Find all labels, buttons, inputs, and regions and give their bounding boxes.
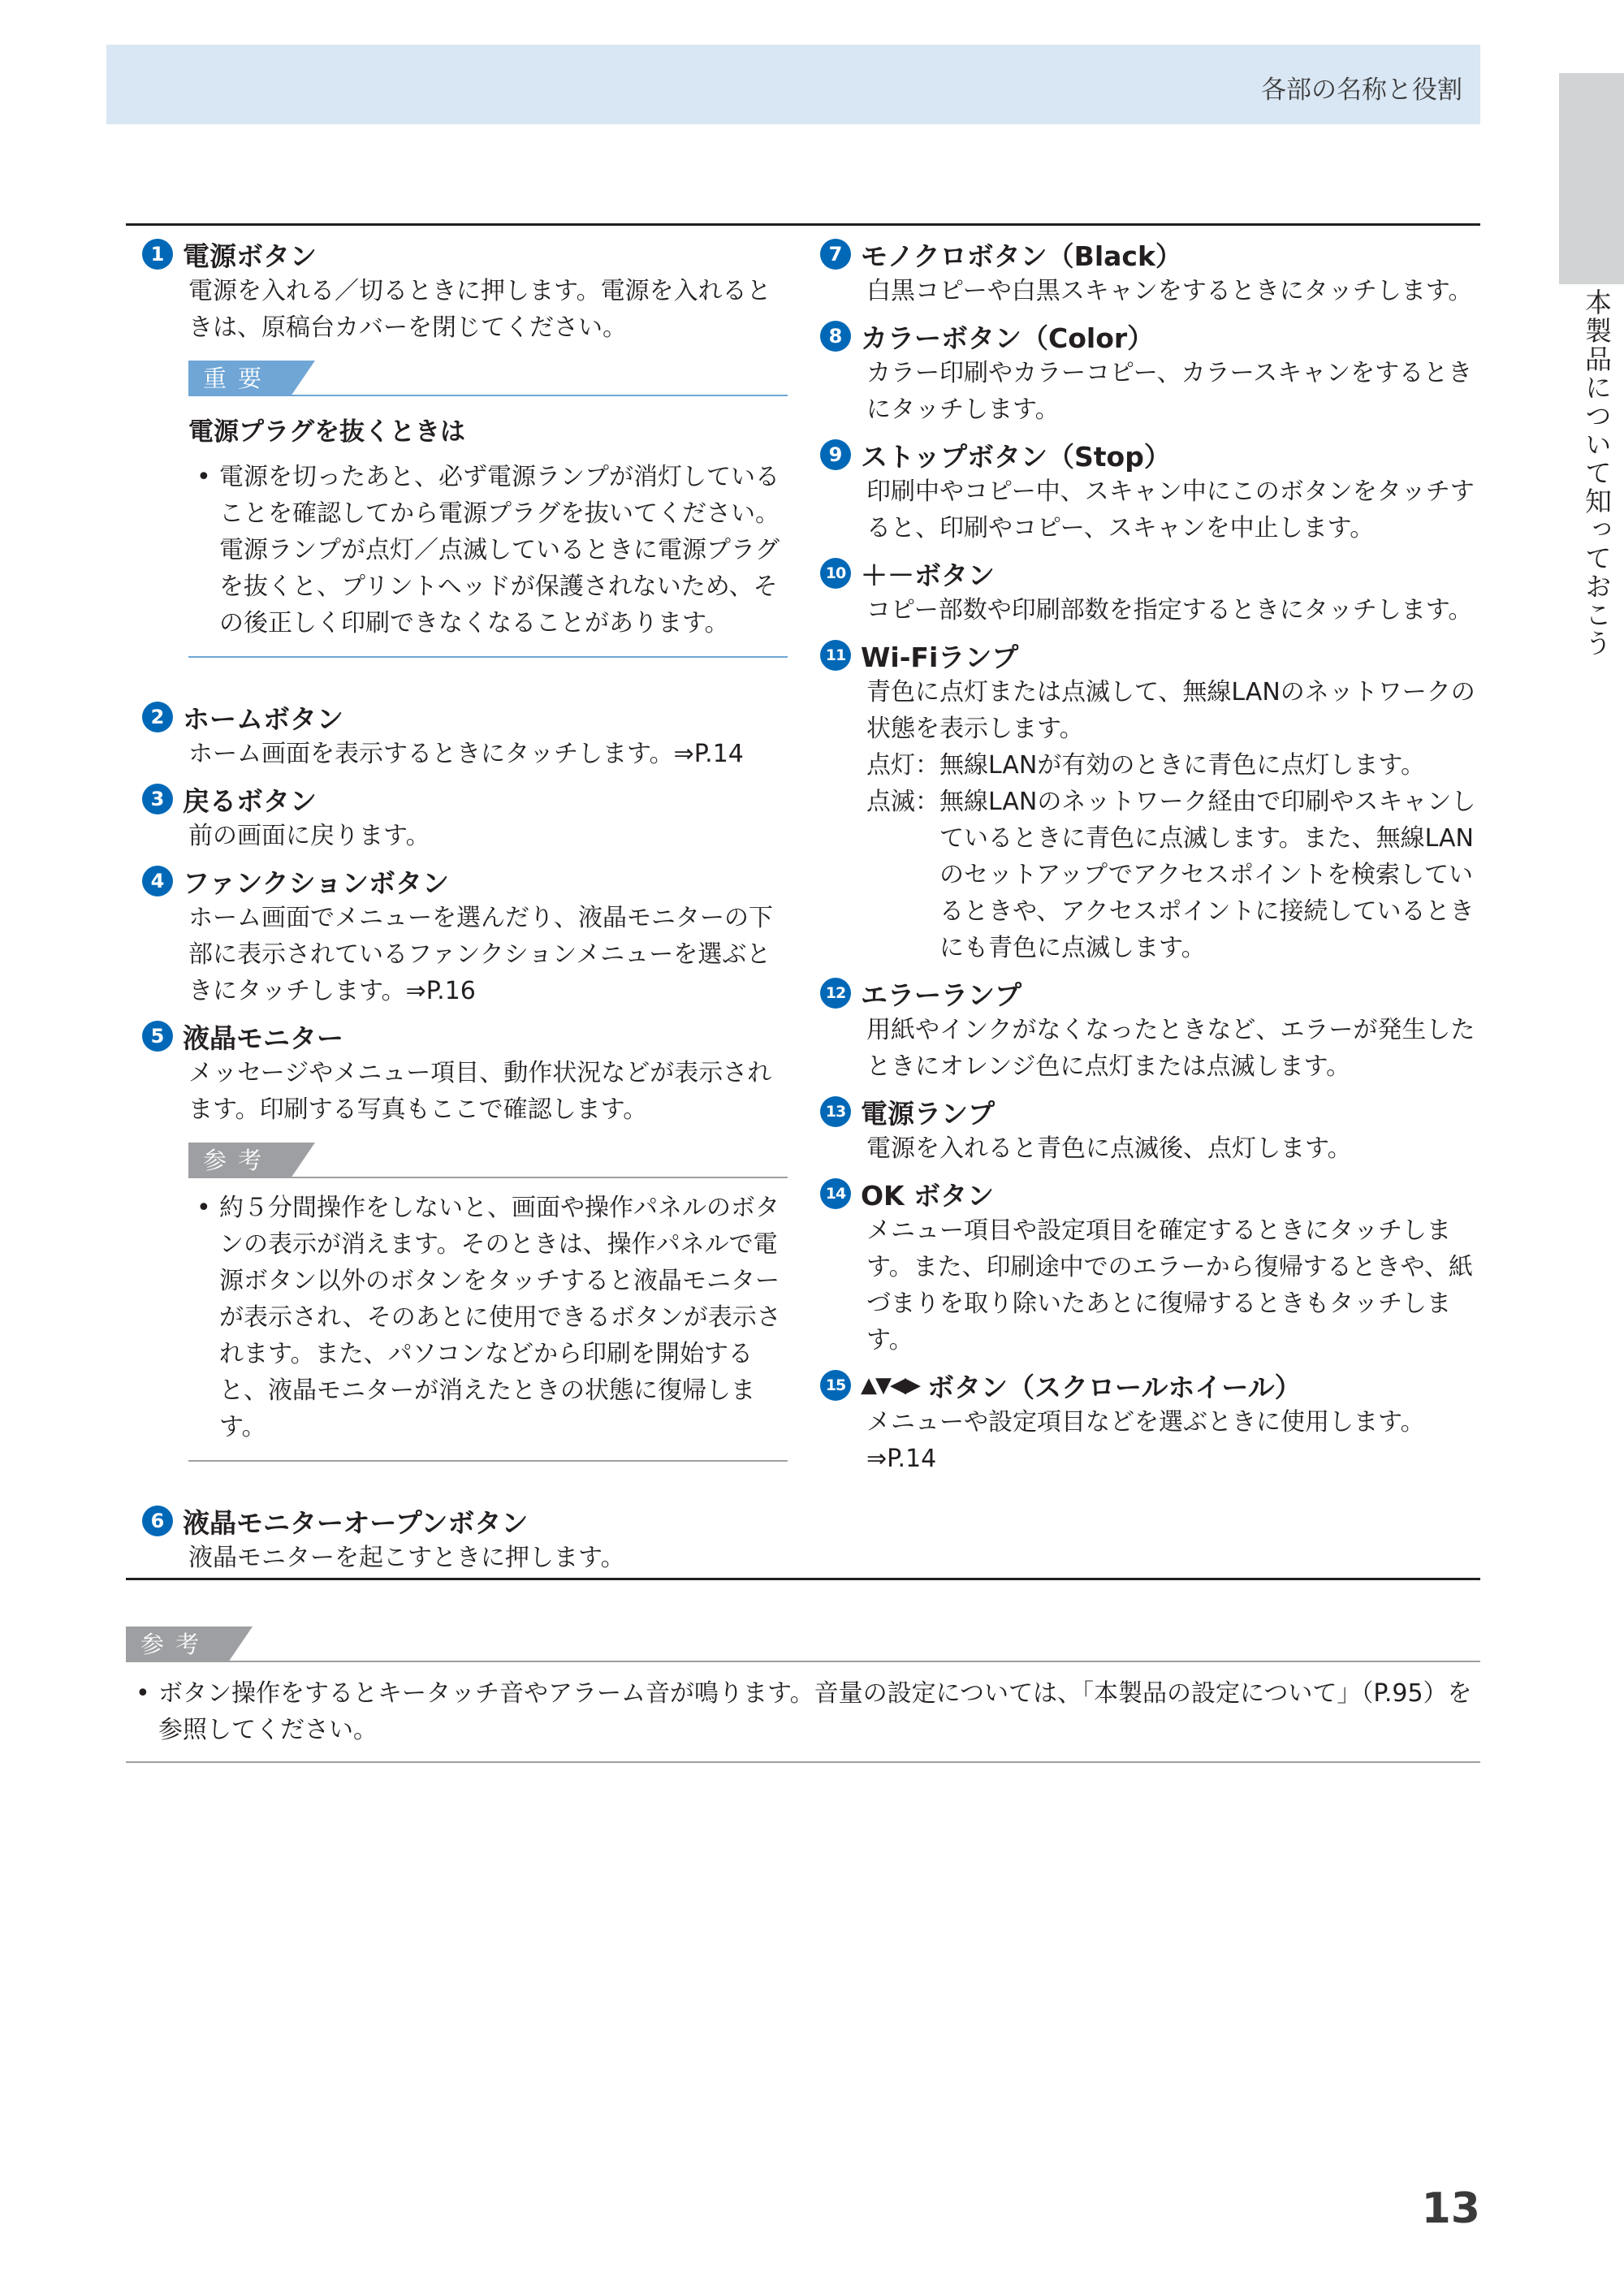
- important-tag: 重要: [188, 361, 291, 396]
- item-number-badge: 10: [820, 558, 851, 589]
- tag-tail-shape: [291, 1143, 315, 1178]
- item-title: 電源ボタン: [183, 240, 317, 272]
- section-title: 各部の名称と役割: [1261, 76, 1462, 105]
- item-description: メニューや設定項目などを選ぶときに使用します。⇒P.14: [866, 1408, 1425, 1473]
- wifi-flash-label: 点滅：: [866, 788, 939, 816]
- right-column: [820, 235, 1478, 1485]
- left-column: [142, 235, 788, 1584]
- wifi-lit-label: 点灯：: [866, 751, 939, 780]
- note-tag: 参考: [188, 1143, 291, 1178]
- item-number-badge: 9: [820, 439, 851, 470]
- item-home-button: [142, 698, 788, 772]
- page-number: 13: [1421, 2184, 1480, 2233]
- item-number-badge: 4: [142, 866, 173, 896]
- note-box: [188, 1143, 788, 1445]
- bottom-note-bullet: [126, 1675, 1480, 1748]
- important-box: [188, 361, 788, 642]
- item-title: 液晶モニター: [183, 1022, 343, 1054]
- note-bullet: [188, 1190, 788, 1445]
- item-lcd-monitor: [142, 1017, 788, 1128]
- item-title: 電源ランプ: [861, 1097, 995, 1130]
- item-number-badge: 7: [820, 239, 851, 270]
- item-description: コピー部数や印刷部数を指定するときにタッチします。: [866, 596, 1473, 624]
- item-title: モノクロボタン（Black）: [861, 240, 1182, 272]
- arrow-keys-icon: ▲▼◀▶: [861, 1373, 919, 1398]
- wifi-lit-text: 無線LANが有効のときに青色に点灯します。: [939, 751, 1425, 780]
- wifi-lit-line: [866, 747, 1478, 784]
- item-number-badge: 15: [820, 1370, 851, 1401]
- item-description: 印刷中やコピー中、スキャン中にこのボタンをタッチすると、印刷やコピー、スキャンを中止します。: [866, 477, 1475, 542]
- item-scroll-wheel: [820, 1367, 1478, 1477]
- item-description: メニュー項目や設定項目を確定するときにタッチします。また、印刷途中でのエラーから復帰するときや、紙づまりを取り除いたあとに復帰するときもタッチします。: [866, 1216, 1473, 1354]
- item-number-badge: 13: [820, 1096, 851, 1127]
- item-title: エラーランプ: [861, 979, 1021, 1011]
- item-description: カラー印刷やカラーコピー、カラースキャンをするときにタッチします。: [866, 359, 1473, 424]
- bottom-note-box: [126, 1627, 1480, 1662]
- bullet-dot: •: [197, 463, 211, 491]
- tag-tail-shape: [291, 361, 315, 396]
- item-description: ホーム画面を表示するときにタッチします。⇒P.14: [188, 740, 744, 768]
- item-lcd-open-button: [142, 1502, 788, 1576]
- item-title: ホームボタン: [183, 702, 343, 735]
- wifi-flash-text: 無線LANのネットワーク経由で印刷やスキャンしているときに青色に点滅します。また、無線LANのセットアップでアクセスポイントを検索しているときや、アクセスポイントに接続しているときにも青色に点滅します。: [939, 788, 1476, 962]
- item-title: Wi-Fiランプ: [861, 641, 1019, 673]
- item-description: 用紙やインクがなくなったときなど、エラーが発生したときにオレンジ色に点灯または点滅します。: [866, 1016, 1475, 1081]
- item-title: ボタン（スクロールホイール）: [926, 1371, 1302, 1403]
- item-number-badge: 8: [820, 321, 851, 352]
- important-bullet: [188, 459, 788, 642]
- item-function-buttons: [142, 862, 788, 1009]
- item-back-button: [142, 780, 788, 854]
- item-number-badge: 3: [142, 784, 173, 814]
- bottom-note: [126, 1612, 1480, 1763]
- bullet-dot: •: [197, 1194, 211, 1222]
- item-description: 前の画面に戻ります。: [188, 822, 430, 850]
- item-title: ストップボタン（Stop）: [861, 440, 1171, 473]
- bottom-note-text: ボタン操作をするとキータッチ音やアラーム音が鳴ります。音量の設定については、「本製品の設定について」（P.95）を参照してください。: [158, 1679, 1472, 1744]
- item-description: 白黒コピーや白黒スキャンをするときにタッチします。: [866, 277, 1473, 305]
- item-number-badge: 2: [142, 702, 173, 732]
- important-bullet-text: 電源を切ったあと、必ず電源ランプが消灯していることを確認してから電源プラグを抜いてください。電源ランプが点灯／点滅しているときに電源プラグを抜くと、プリントヘッドが保護されないため、その後正しく印刷できなくなることがあります。: [219, 463, 780, 637]
- item-title: 液晶モニターオープンボタン: [183, 1506, 529, 1539]
- item-ok-button: [820, 1175, 1478, 1359]
- item-number-badge: 14: [820, 1178, 851, 1209]
- section-end-rule: [126, 1578, 1480, 1580]
- item-number-badge: 11: [820, 640, 851, 671]
- item-power-lamp: [820, 1093, 1478, 1167]
- item-power-button: [142, 235, 788, 346]
- wifi-flash-line: [866, 784, 1478, 966]
- note-bullet-text: 約５分間操作をしないと、画面や操作パネルのボタンの表示が消えます。そのときは、操作パネルで電源ボタン以外のボタンをタッチすると液晶モニターが表示され、そのあとに使用できるボタンが表示されます。また、パソコンなどから印刷を開始すると、液晶モニターが消えたときの状態に復帰します。: [219, 1194, 781, 1441]
- item-description: メッセージやメニュー項目、動作状況などが表示されます。印刷する写真もここで確認します。: [188, 1059, 772, 1124]
- note-rule: [126, 1661, 1480, 1662]
- item-stop-button: [820, 436, 1478, 546]
- item-description: 電源を入れる／切るときに押します。電源を入れるときは、原稿台カバーを閉じてください。: [188, 277, 771, 342]
- item-number-badge: 1: [142, 239, 173, 270]
- item-plus-minus-button: [820, 555, 1478, 629]
- item-description: 青色に点灯または点滅して、無線LANのネットワークの状態を表示します。: [866, 678, 1475, 743]
- item-title: ファンクションボタン: [183, 866, 450, 899]
- item-number-badge: 12: [820, 978, 851, 1009]
- item-description: 電源を入れると青色に点滅後、点灯します。: [866, 1134, 1352, 1163]
- item-description: 液晶モニターを起こすときに押します。: [188, 1544, 625, 1572]
- important-end-rule: [188, 656, 788, 658]
- item-description: ホーム画面でメニューを選んだり、液晶モニターの下部に表示されているファンクションメニューを選ぶときにタッチします。⇒P.16: [188, 904, 773, 1005]
- item-title: ＋－ボタン: [861, 559, 995, 591]
- item-title: OK ボタン: [861, 1179, 995, 1212]
- tag-tail-shape: [228, 1627, 253, 1662]
- bullet-dot: •: [136, 1679, 150, 1708]
- note-end-rule: [188, 1460, 788, 1462]
- item-number-badge: 6: [142, 1506, 173, 1536]
- item-title: 戻るボタン: [183, 784, 317, 817]
- item-error-lamp: [820, 974, 1478, 1085]
- item-wifi-lamp: [820, 637, 1478, 966]
- item-number-badge: 5: [142, 1021, 173, 1052]
- note-tag: 参考: [126, 1627, 228, 1662]
- side-tab: [1559, 73, 1624, 284]
- header-band: [106, 45, 1480, 124]
- item-title: カラーボタン（Color）: [861, 322, 1155, 354]
- item-color-button: [820, 318, 1478, 428]
- item-black-button: [820, 235, 1478, 309]
- top-rule: [126, 223, 1480, 226]
- important-title: 電源プラグを抜くときは: [188, 417, 465, 447]
- chapter-label: 本製品について知っておこう: [1581, 288, 1613, 658]
- bottom-note-rule: [126, 1761, 1480, 1763]
